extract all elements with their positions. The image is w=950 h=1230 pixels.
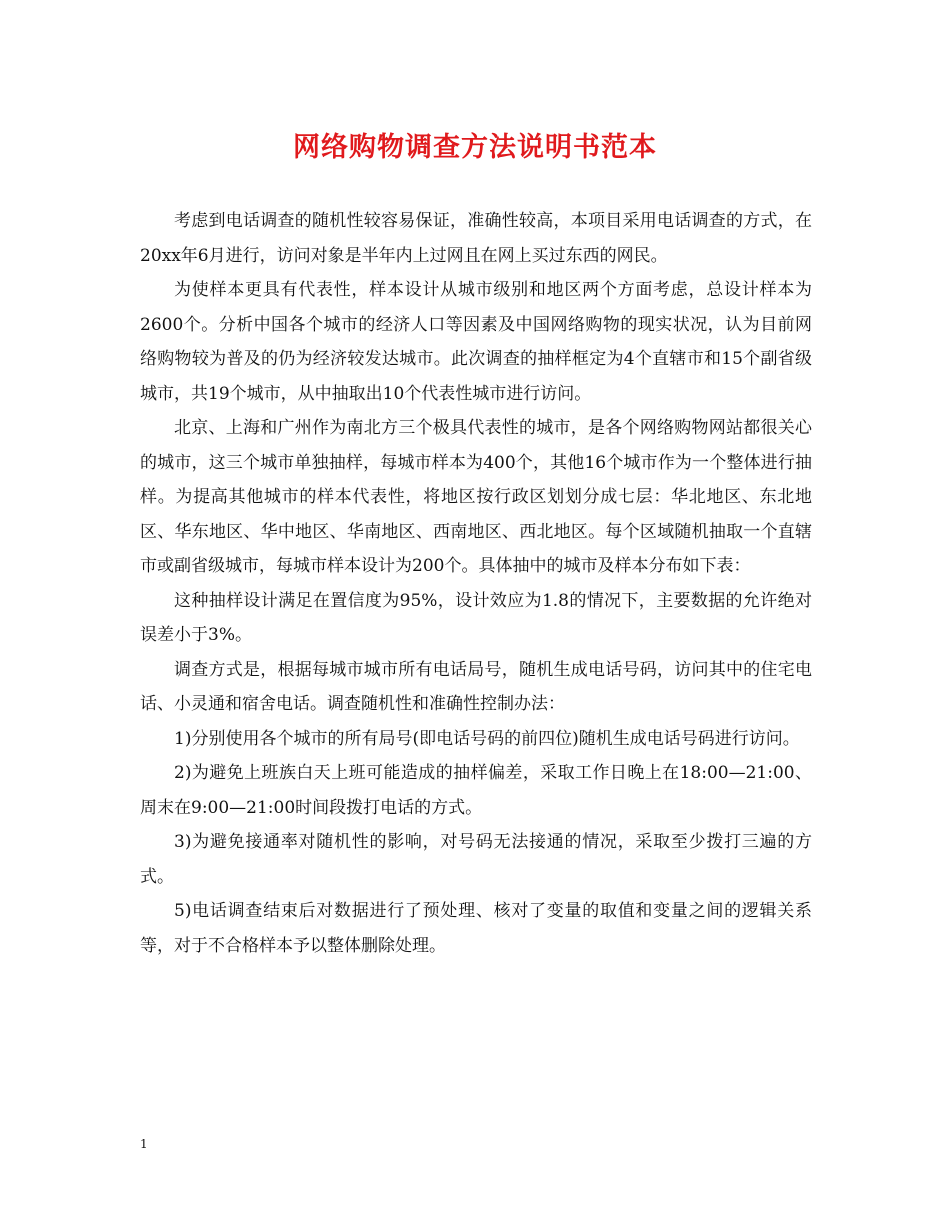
paragraph-confidence: 这种抽样设计满足在置信度为95%，设计效应为1.8的情况下，主要数据的允许绝对误差小于3%。: [140, 590, 812, 645]
paragraph-control-5: 5)电话调查结束后对数据进行了预处理、核对了变量的取值和变量之间的逻辑关系等，对于不合格样本予以整体删除处理。: [140, 901, 812, 956]
paragraph-control-1: 1)分别使用各个城市的所有局号(即电话号码的前四位)随机生成电话号码进行访问。: [174, 728, 800, 749]
paragraph-method-overview: 考虑到电话调查的随机性较容易保证，准确性较高，本项目采用电话调查的方式，在20xx年6月进行，访问对象是半年内上过网且在网上买过东西的网民。: [140, 211, 812, 266]
page-number: 1: [140, 1137, 148, 1151]
document-body: [140, 204, 812, 963]
paragraph-city-sampling: 北京、上海和广州作为南北方三个极具代表性的城市，是各个网络购物网站都很关心的城市，这三个城市单独抽样，每城市样本为400个，其他16个城市作为一个整体进行抽样。为提高其他城市的样本代表性，将地区按行政区划划分成七层：华北地区、东北地区、华东地区、华中地区、华南地区、西南地区、西北地区。每个区域随机抽取一个直辖市或副省级城市，每城市样本设计为200个。具体抽中的城市及样本分布如下表：: [140, 418, 812, 576]
page-title: 网络购物调查方法说明书范本: [293, 132, 657, 163]
paragraph-survey-method: 调查方式是，根据每城市城市所有电话局号，随机生成电话号码，访问其中的住宅电话、小灵通和宿舍电话。调查随机性和准确性控制办法：: [140, 659, 812, 714]
paragraph-control-3: 3)为避免接通率对随机性的影响，对号码无法接通的情况，采取至少拨打三遍的方式。: [140, 832, 812, 887]
paragraph-control-2: 2)为避免上班族白天上班可能造成的抽样偏差，采取工作日晚上在18:00—21:00、周末在9:00—21:00时间段拨打电话的方式。: [140, 763, 812, 818]
paragraph-sample-design: 为使样本更具有代表性，样本设计从城市级别和地区两个方面考虑，总设计样本为2600个。分析中国各个城市的经济人口等因素及中国网络购物的现实状况，认为目前网络购物较为普及的仍为经济较发达城市。此次调查的抽样框定为4个直辖市和15个副省级城市，共19个城市，从中抽取出10个代表性城市进行访问。: [140, 280, 812, 404]
